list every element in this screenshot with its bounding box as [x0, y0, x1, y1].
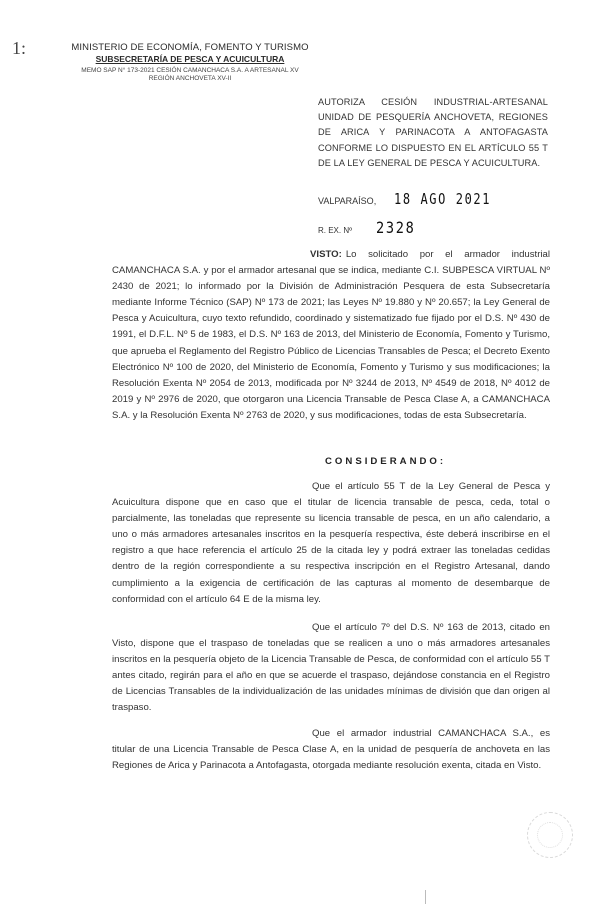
visto-text: Lo solicitado por el armador industrial CAMANCHACA S.A. y por el armador artesanal que se indica, mediante C.I. SUBPESCA VIRTUAL Nº 2430 de 2021; lo informado por la División de Administración Pesquera de esta Subsecretaría mediante Informe Técnico (SAP) Nº 173 de 2021; las Leyes Nº 19.880 y Nº 20.657; la Ley General de Pesca y Acuicultura, cuyo texto refundido, coordinado y sistematizado fue fijado por el D.S. Nº 430 de 1991, el D.F.L. Nº 5 de 1983, el D.S. Nº 163 de 2013, del Ministerio de Economía, Fomento y Turismo, que aprueba el Reglamento del Registro Público de Licencias Transables de Pesca; el Decreto Exento Electrónico Nº 100 de 2020, del Ministerio de Economía, Fomento y Turismo y sus modificaciones; la Resolución Exenta Nº 2054 de 2013, modificada por Nº 3244 de 2013, Nº 4549 de 2018, Nº 4012 de 2019 y Nº 2976 de 2020, que otorgaron una Licencia Transable de Pesca Clase A, a CAMANCHACA S.A. y la Resolución Exenta Nº 2763 de 2020, y sus modificaciones, todas de esta Subsecretaría. [112, 249, 550, 421]
region-reference: REGIÓN ANCHOVETA XV-II [148, 75, 232, 82]
letterhead [60, 42, 320, 83]
resolution-number: 2328 [376, 218, 416, 237]
subsecretaria-name: SUBSECRETARÍA DE PESCA Y ACUICULTURA [95, 54, 285, 64]
resolution-number-line [318, 218, 558, 237]
date-stamp: 18 AGO 2021 [394, 190, 492, 208]
visto-section [112, 247, 550, 424]
date-line [318, 190, 558, 208]
considerando-paragraph-3: Que el armador industrial CAMANCHACA S.A., es titular de una Licencia Transable de Pesca Clase A, en la unidad de pesquería de anchoveta en las Regiones de Arica y Parinacota a Antofagasta, otorgada mediante resolución exenta, citada en Visto. [112, 728, 550, 772]
handwritten-page-mark: 1: [12, 38, 27, 58]
visto-label: VISTO: [310, 249, 342, 260]
ministry-name: MINISTERIO DE ECONOMÍA, FOMENTO Y TURISMO [71, 42, 309, 53]
considerando-paragraph-1: Que el artículo 55 T de la Ley General de Pesca y Acuicultura dispone que en caso que el titular de licencia transable de pesca, ceda, total o parcialmente, las toneladas que represente su licencia transable de pesca, en un año calendario, a uno o más armadores artesanales inscritos en la pesquería respectiva, éste deberá inscribirse en el registro a que hace referencia el artículo 25 de la citada ley y podrá extraer las toneladas cedidas dentro de la región correspondiente a su respectiva inscripción en el Registro Artesanal, dando cumplimiento a la exigencia de certificación de las capturas al momento de desembarque de conformidad con el artículo 64 E de la misma ley. [112, 481, 550, 605]
considerando-heading: CONSIDERANDO: [325, 456, 447, 467]
date-place: VALPARAÍSO, [318, 196, 377, 206]
scan-mark [425, 890, 426, 904]
considerando-paragraph-2: Que el artículo 7º del D.S. Nº 163 de 2013, citado en Visto, dispone que el traspaso de toneladas que se realicen a uno o más armadores artesanales inscritos en la pesquería objeto de la Licencia Transable de Pesca, de conformidad con el artículo 55 T antes citado, regirán para el año en que se acuerde el traspaso, dejándose constancia en el Registro de Licencias Transables de la individualización de las unidades mínimas de división que dan origen al traspaso. [112, 622, 550, 714]
resolution-label: R. EX. Nº [318, 226, 353, 235]
memo-reference: MEMO SAP N° 173-2021 CESIÓN CAMANCHACA S.A. A ARTESANAL XV [81, 67, 299, 74]
resolution-title: AUTORIZA CESIÓN INDUSTRIAL-ARTESANAL UNIDAD DE PESQUERÍA ANCHOVETA, REGIONES DE ARICA Y PARINACOTA A ANTOFAGASTA CONFORME LO DISPUESTO EN EL ARTÍCULO 55 T DE LA LEY GENERAL DE PESCA Y ACUICULTURA. [318, 97, 548, 168]
faded-seal-stamp [527, 812, 573, 858]
